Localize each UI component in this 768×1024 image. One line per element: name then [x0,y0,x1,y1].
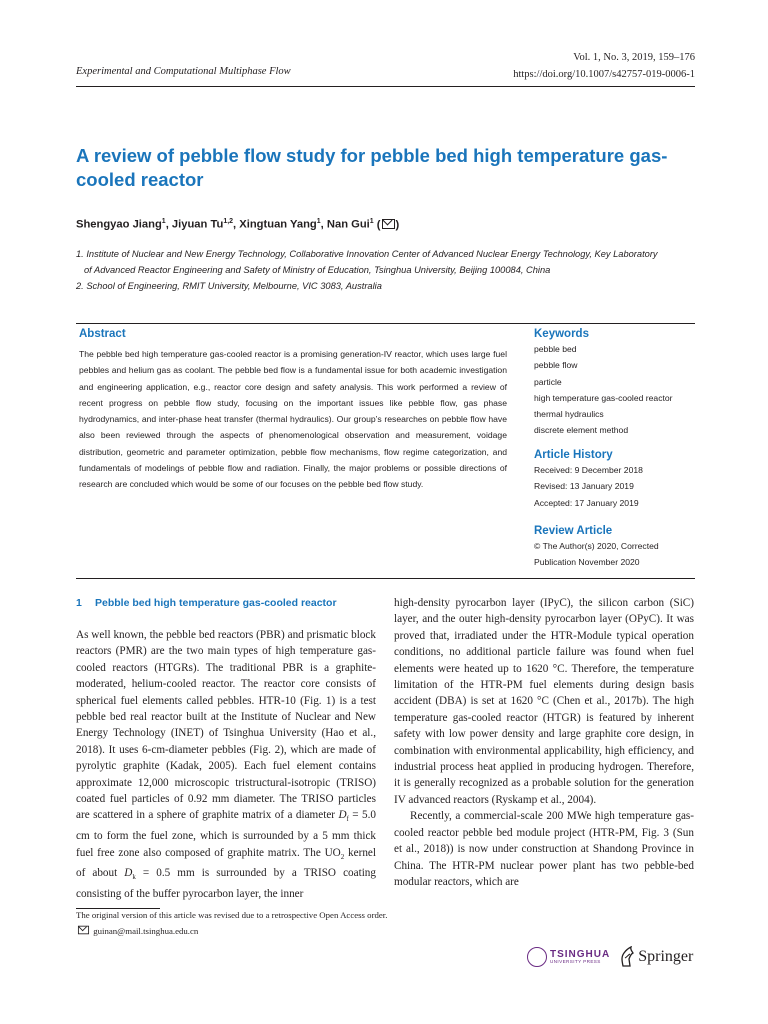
author-affil-mark: 1 [369,218,374,225]
springer-horse-icon [619,946,635,968]
body-column-left [76,627,376,902]
body-paragraph: Recently, a commercial-scale 200 MWe high temperature gas-cooled reactor pebble bed module project (HTR-PM, Fig. 3 (Sun et al., 2018)) is now under construction at Shandong Province in China. The HTR-PM nuclear power plant has two pebble-bed modular reactors, which are [394,810,694,888]
math-subscript: k [132,873,136,882]
body-column-right [394,595,694,890]
author-name: Xingtuan Yang [239,218,317,231]
section-heading [76,597,337,609]
correction-line: Publication November 2020 [534,557,640,568]
chem-subscript: 2 [340,852,345,861]
abstract-bottom-rule [76,578,695,579]
abstract-heading: Abstract [79,328,126,340]
tsinghua-subtitle: UNIVERSITY PRESS [550,958,601,964]
keyword-item: thermal hydraulics [534,409,604,420]
affiliations [76,246,706,294]
affiliation-1-line2: of Advanced Reactor Engineering and Safety of Ministry of Education, Tsinghua University, Beijing 100084, China [84,265,551,275]
math-symbol: D [124,867,133,880]
keywords-block [534,328,704,439]
accepted-date: Accepted: 17 January 2019 [534,497,639,508]
tsinghua-logo [550,950,610,965]
author-name: Shengyao Jiang [76,218,162,231]
review-heading: Review Article [534,525,613,537]
author-affil-mark: 1 [161,218,166,225]
body-text: = 5.0 cm to form the fuel zone, which is surrounded by a 5 mm thick fuel free zone also composed of graphite matrix. The UO [76,809,376,859]
article-title: A review of pebble flow study for pebble bed high temperature gas-cooled reactor [76,145,668,190]
abstract-top-rule [76,323,695,324]
author-list [76,218,399,231]
keyword-item: pebble bed [534,344,577,354]
keyword-item: high temperature gas-cooled reactor [534,392,673,403]
math-subscript: f [346,815,349,824]
keyword-item: pebble flow [534,360,578,371]
math-symbol: D [338,809,347,822]
abstract-text: The pebble bed high temperature gas-cooled reactor is a promising generation-IV reactor, which uses large fuel pebbles and helium gas as coolant. The pebble bed flow is a fundamental issue for both academic investigation and engineering application, e.g., reactor core design and safety analysis. This work performed a review of recent progress on pebble flow study, focusing on the important issues like pebble flow, gas phase hydrodynamics, and inter-phase heat transfer (thermal hydraulics). Our group’s researches on pebble flow have also been reviewed through the aspects of phenomenological observation and measurement, voidage distribution, geometric and parameter optimization, pebble flow mechanisms, flow regime categorization, and fundamentals of modelings of pebble flow and radiation. Finally, the major problems or possible directions of research are concluded which would be some of our focuses on the pebble bed flow study. [79,349,507,490]
revision-footnote: The original version of this article was revised due to a retrospective Open Access order. [76,910,388,920]
body-text: = 0.5 mm is surrounded by a TRISO coating consisting of the buffer pyrocarbon layer, the inner [76,867,376,900]
corresponding-author-mark: ( ) [376,218,400,231]
envelope-icon [382,219,395,229]
header-rule [76,86,695,87]
author-separator: , [233,218,240,231]
body-text: kernel of about [76,846,376,880]
review-article-block [534,525,704,571]
tsinghua-seal-icon [527,947,547,967]
affiliation-2: 2. School of Engineering, RMIT University, Melbourne, VIC 3083, Australia [76,281,382,291]
author-affil-mark: 1,2 [223,218,234,225]
body-paragraph: high-density pyrocarbon layer (IPyC), the silicon carbon (SiC) layer, and the outer high-density pyrocarbon layer (OPyC). It was proved that, irradiated under the HTR-Module typical operation conditions, no additional particle failure was found when fuel elements were heated up to 1620 °C. Therefore, the temperature limitation of the HTR-PM fuel elements during design basis accident (DBA) is set at 1620 °C (Chen et al., 2017b). The high temperature gas-cooled reactor (HTGR) is featured by inherent safety with low power density and large graphite core design, in combination with environmental applicability, high efficiency, and industrial process heat applied in producing hydrogen. Therefore, it is generally recognized as a probable solution for the generation IV advanced reactors (Ryskamp et al., 2004). [394,597,694,806]
publisher-logos [527,944,693,970]
article-history-block [534,449,704,511]
author-name: Nan Gui [326,218,370,231]
envelope-icon [78,926,89,935]
copyright-line: © The Author(s) 2020, Corrected [534,541,659,551]
history-heading: Article History [534,449,613,461]
volume-info: Vol. 1, No. 3, 2019, 159–176 [573,52,695,63]
author-name: Jiyuan Tu [171,218,224,231]
section-title: Pebble bed high temperature gas-cooled reactor [95,597,337,609]
header-citation [513,49,695,83]
keyword-item: discrete element method [534,425,629,436]
section-number: 1 [76,597,82,609]
tsinghua-wordmark: TSINGHUA [550,948,611,960]
journal-name: Experimental and Computational Multiphase Flow [76,66,291,77]
affiliation-1-line1: 1. Institute of Nuclear and New Energy Technology, Collaborative Innovation Center of Advanced Nuclear Energy Technology, Key Laboratory [76,249,658,259]
received-date: Received: 9 December 2018 [534,465,643,475]
author-separator: , [320,218,327,231]
body-paragraph [76,627,376,902]
author-separator: , [165,218,172,231]
footnote-rule [76,908,160,909]
email-footnote [76,925,198,936]
doi-link[interactable]: https://doi.org/10.1007/s42757-019-0006-1 [513,69,695,80]
keyword-item: particle [534,376,562,387]
author-affil-mark: 1 [316,218,321,225]
revised-date: Revised: 13 January 2019 [534,481,634,492]
keywords-heading: Keywords [534,328,589,340]
springer-wordmark: Springer [638,948,694,965]
body-text: As well known, the pebble bed reactors (PBR) and prismatic block reactors (PMR) are the two main types of high temperature gas-cooled reactors (HTGRs). The traditional PBR is a graphite-moderated, helium-cooled reactor. The reactor core consists of spherical fuel elements called pebbles. HTR-10 (Fig. 1) is a test pebble bed real reactor built at the Institute of Nuclear and New Energy Technology (INET) of Tsinghua University (Hao et al., 2018). It uses 6-cm-diameter pebbles (Fig. 2), which are made of pyrolytic graphite (Kadak, 2005). Each fuel element contains approximate 12,000 microscopic tristructural-isotropic (TRISO) coated fuel particles of 0.92 mm diameter. The TRISO particles are scattered in a sphere of graphite matrix of a diameter [76,629,376,822]
author-email[interactable]: guinan@mail.tsinghua.edu.cn [93,926,199,936]
